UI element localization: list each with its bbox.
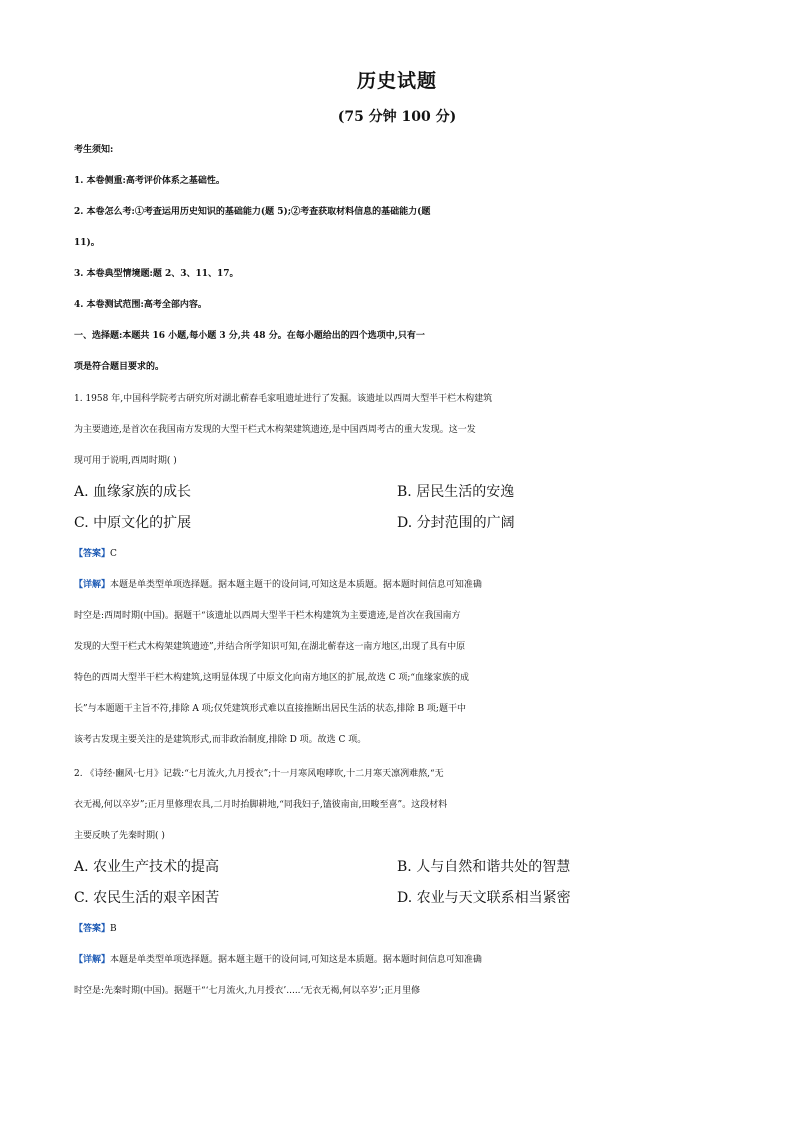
question-1-detail	[74, 575, 734, 595]
detail-text: 本题是单类型单项选择题。据本题主题干的设问词,可知这是本质题。据本题时间信息可知准确	[110, 955, 482, 965]
question-1-answer	[74, 544, 734, 564]
detail-tag: 【详解】	[74, 955, 111, 965]
question-1-option-a: A. 血缘家族的成长	[74, 484, 192, 500]
question-2-stem: 衣无褐,何以卒岁”;正月里修理农具,二月时抬脚耕地,“同我妇子,馌彼南亩,田畯至喜”。这段材料	[74, 800, 448, 810]
question-2-stem: 2. 《诗经·豳风·七月》记载:“七月流火,九月授衣”;十一月寒风咆哮吹,十二月寒天凛冽难熬,“无	[74, 769, 444, 779]
notes-item: 1. 本卷侧重:高考评价体系之基础性。	[74, 176, 225, 186]
question-1-option-b: B. 居民生活的安逸	[397, 484, 515, 500]
question-1-option-d: D. 分封范围的广阔	[397, 515, 515, 531]
answer-tag: 【答案】	[74, 549, 111, 559]
question-2-stem: 主要反映了先秦时期( )	[74, 831, 165, 841]
detail-tag: 【详解】	[74, 580, 111, 590]
question-2-option-c: C. 农民生活的艰辛困苦	[74, 890, 220, 906]
question-2-detail: 时空是:先秦时期(中国)。据题干“‘七月流火,九月授衣’.....‘无衣无褐,何以卒岁’;正月里修	[74, 986, 421, 996]
notes-item: 4. 本卷测试范围:高考全部内容。	[74, 300, 207, 310]
question-1-detail: 时空是:西周时期(中国)。据题干“该遗址以西周大型半干栏木构建筑为主要遗迹,是首次在我国南方	[74, 611, 461, 621]
question-2-option-a: A. 农业生产技术的提高	[74, 859, 220, 875]
answer-value: C	[110, 549, 117, 559]
answer-value: B	[110, 924, 117, 934]
question-2-answer	[74, 919, 734, 939]
question-1-stem: 为主要遗迹,是首次在我国南方发现的大型干栏式木构架建筑遗迹,是中国西周考古的重大发现。这一发	[74, 425, 476, 435]
page-title: 历史试题	[356, 70, 437, 92]
detail-text: 本题是单类型单项选择题。据本题主题干的设问词,可知这是本质题。据本题时间信息可知准确	[110, 580, 482, 590]
question-1-stem: 1. 1958 年,中国科学院考古研究所对湖北蕲春毛家咀遗址进行了发掘。该遗址以西周大型半干栏木构建筑	[74, 394, 493, 404]
notes-heading: 考生须知:	[74, 145, 114, 155]
question-2-option-b: B. 人与自然和谐共处的智慧	[397, 859, 571, 875]
section-heading-cont: 项是符合题目要求的。	[74, 362, 165, 372]
answer-tag: 【答案】	[74, 924, 111, 934]
section-heading: 一、选择题:本题共 16 小题,每小题 3 分,共 48 分。在每小题给出的四个选项中,只有一	[74, 331, 425, 341]
question-2-option-d: D. 农业与天文联系相当紧密	[397, 890, 571, 906]
question-1-detail: 发现的大型干栏式木构架建筑遗迹”,并结合所学知识可知,在湖北蕲春这一南方地区,出现了具有中原	[74, 642, 466, 652]
question-1-detail: 该考古发现主要关注的是建筑形式,而非政治制度,排除 D 项。故选 C 项。	[74, 735, 367, 745]
question-1-option-c: C. 中原文化的扩展	[74, 515, 192, 531]
exam-duration-score: (75 分钟 100 分)	[337, 109, 457, 125]
question-1-detail: 长”与本题题干主旨不符,排除 A 项;仅凭建筑形式难以直接推断出居民生活的状态,排除 B 项;题干中	[74, 704, 466, 714]
question-2-detail	[74, 950, 734, 970]
question-1-detail: 特色的西周大型半干栏木构建筑,这明显体现了中原文化向南方地区的扩展,故选 C 项;“血缘家族的成	[74, 673, 469, 683]
notes-item: 2. 本卷怎么考:①考查运用历史知识的基础能力(题 5);②考查获取材料信息的基础能力(题	[74, 207, 431, 217]
notes-item: 3. 本卷典型情境题:题 2、3、11、17。	[74, 269, 239, 279]
notes-item: 11)。	[74, 238, 100, 248]
question-1-stem: 现可用于说明,西周时期( )	[74, 456, 177, 466]
